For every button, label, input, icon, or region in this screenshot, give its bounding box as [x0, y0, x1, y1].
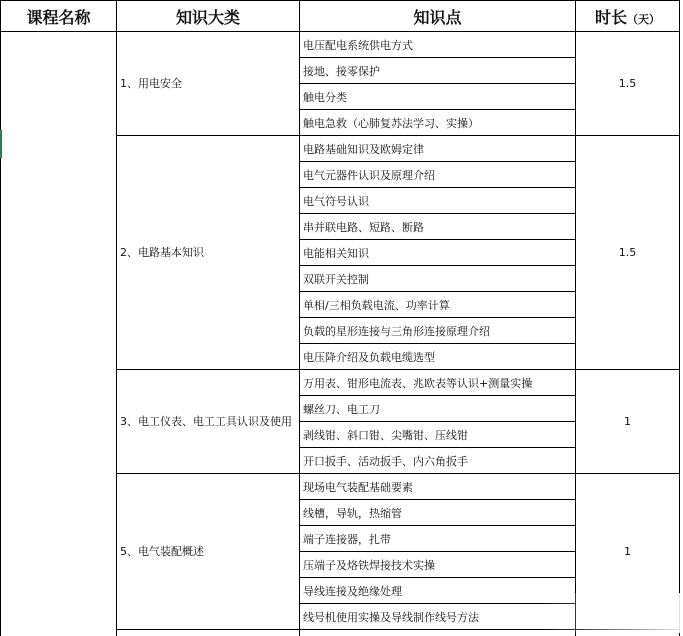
knowledge-point: 串并联电路、短路、断路: [300, 214, 576, 240]
cell-selection-marker: [0, 130, 2, 158]
knowledge-point: 现场电气装配基础要素: [300, 474, 576, 500]
category-cell: 3、电工仪表、电工工具认识及使用: [117, 370, 300, 474]
knowledge-point: 电路基础知识及欧姆定律: [300, 136, 576, 162]
knowledge-point: 电气符号认识: [300, 188, 576, 214]
category-cell: 5、电气装配概述: [117, 474, 300, 630]
knowledge-point: 螺丝刀、电工刀: [300, 396, 576, 422]
header-category: 知识大类: [117, 1, 300, 32]
knowledge-point: 双联开关控制: [300, 266, 576, 292]
header-duration-unit: （天）: [627, 13, 660, 26]
category-cell: 2、电路基本知识: [117, 136, 300, 370]
duration-cell: 1.5: [576, 136, 680, 370]
knowledge-point: 接地、接零保护: [300, 58, 576, 84]
header-duration-label: 时长: [595, 8, 627, 27]
header-row: [1, 1, 680, 32]
knowledge-point: 端子连接器，扎带: [300, 526, 576, 552]
table-row: [1, 32, 680, 58]
duration-cell: 1: [576, 474, 680, 630]
knowledge-point: 电能相关知识: [300, 240, 576, 266]
knowledge-point: 触电分类: [300, 84, 576, 110]
category-cell: 1、用电安全: [117, 32, 300, 136]
knowledge-point: 压端子及烙铁焊接技术实操: [300, 552, 576, 578]
header-duration: [576, 1, 680, 32]
watermark-fade: [543, 593, 683, 633]
header-course-name: 课程名称: [1, 1, 117, 32]
knowledge-point: 线号机使用实操及导线制作线号方法: [300, 604, 576, 630]
knowledge-point: 电压降介绍及负载电缆选型: [300, 344, 576, 370]
knowledge-point: 负载的星形连接与三角形连接原理介绍: [300, 318, 576, 344]
knowledge-point: 线槽，导轨，热缩管: [300, 500, 576, 526]
knowledge-point: 剥线钳、斜口钳、尖嘴钳、压线钳: [300, 422, 576, 448]
knowledge-point: 万用表、钳形电流表、兆欧表等认识+测量实操: [300, 370, 576, 396]
course-name-cell: [1, 32, 117, 636]
duration-cell: 1.5: [576, 32, 680, 136]
knowledge-point: 电气元器件认识及原理介绍: [300, 162, 576, 188]
knowledge-point: 触电急救（心肺复苏法学习、实操）: [300, 110, 576, 136]
knowledge-point: 电压配电系统供电方式: [300, 32, 576, 58]
knowledge-point: 开口扳手、活动扳手、内六角扳手: [300, 448, 576, 474]
knowledge-point: 导线连接及绝缘处理: [300, 578, 576, 604]
duration-cell: 1: [576, 370, 680, 474]
knowledge-point: 单相/三相负载电流、功率计算: [300, 292, 576, 318]
header-point: 知识点: [300, 1, 576, 32]
